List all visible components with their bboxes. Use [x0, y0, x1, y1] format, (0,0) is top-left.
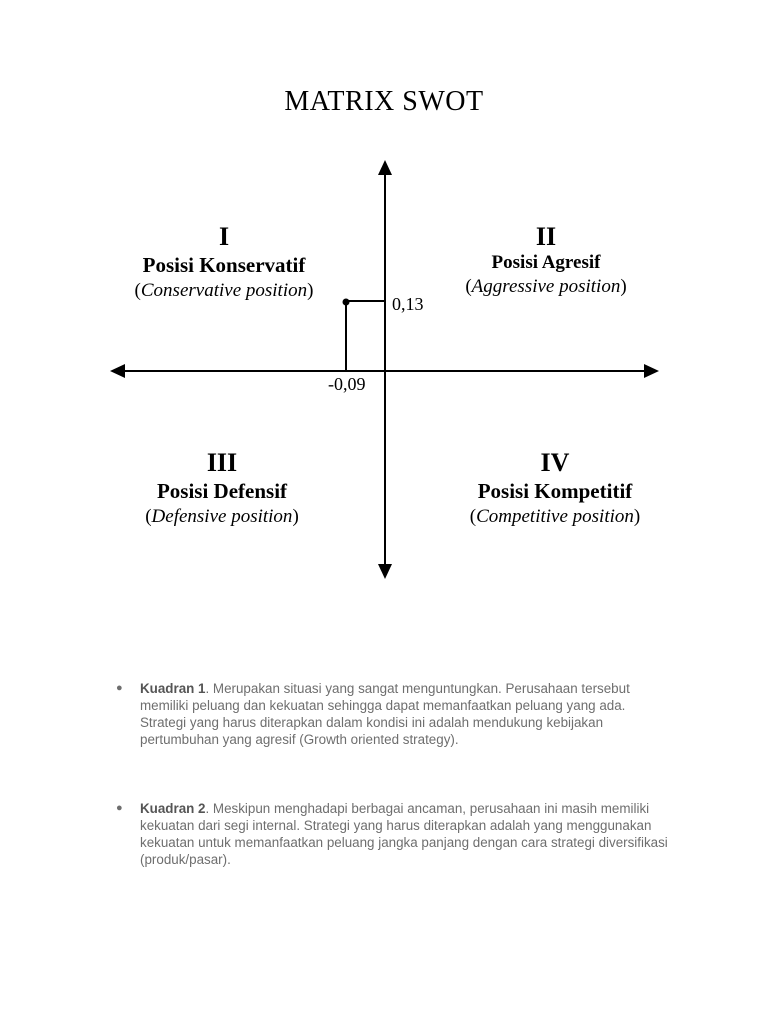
point-y-label: 0,13 [392, 294, 424, 314]
quadrant-2-numeral: II [535, 222, 557, 251]
quadrant-3 [110, 450, 334, 526]
quadrant-4-name: Posisi Kompetitif [477, 479, 633, 503]
quadrant-3-name: Posisi Defensif [156, 479, 288, 503]
bullet-icon: ● [116, 682, 123, 694]
page-title: MATRIX SWOT [284, 86, 484, 117]
quadrant-2-name: Posisi Agresif [491, 252, 601, 273]
note-heading: Kuadran 2 [140, 801, 206, 816]
quadrant-1-english: (Conservative position) [134, 280, 314, 301]
note-heading: Kuadran 1 [140, 681, 206, 696]
axis-arrow-right-icon [644, 364, 659, 378]
point-x-label: -0,09 [328, 374, 366, 394]
quadrant-4-english: (Competitive position) [469, 506, 641, 527]
axis-arrow-down-icon [378, 564, 392, 579]
quadrant-1-numeral: I [218, 222, 230, 251]
quadrant-3-english: (Defensive position) [145, 506, 299, 527]
axis-arrow-up-icon [378, 160, 392, 175]
list-item [112, 800, 672, 868]
quadrant-4-numeral: IV [540, 448, 570, 477]
note-text: . Meskipun menghadapi berbagai ancaman, perusahaan ini masih memiliki kekuatan dari segi internal. Strategi yang harus diterapkan adalah yang menggunakan kekuatan untuk memanfaatkan peluang jangka panjang dengan cara strategi diversifikasi (produk/pasar). [140, 801, 668, 867]
bullet-icon: ● [116, 802, 123, 814]
quadrant-1 [96, 224, 352, 300]
quadrant-2-english: (Aggressive position) [465, 276, 627, 297]
list-item [112, 680, 672, 748]
quadrant-4 [439, 450, 671, 526]
quadrant-2 [433, 224, 659, 296]
quadrant-1-name: Posisi Konservatif [142, 253, 306, 277]
quadrant-3-numeral: III [206, 448, 238, 477]
axis-arrow-left-icon [110, 364, 125, 378]
quadrant-notes [112, 680, 672, 920]
note-text: . Merupakan situasi yang sangat menguntungkan. Perusahaan tersebut memiliki peluang dan kekuatan sehingga dapat memanfaatkan peluang yang ada. Strategi yang harus diterapkan dalam kondisi ini adalah mendukung kebijakan pertumbuhan yang agresif (Growth oriented strategy). [140, 681, 630, 747]
